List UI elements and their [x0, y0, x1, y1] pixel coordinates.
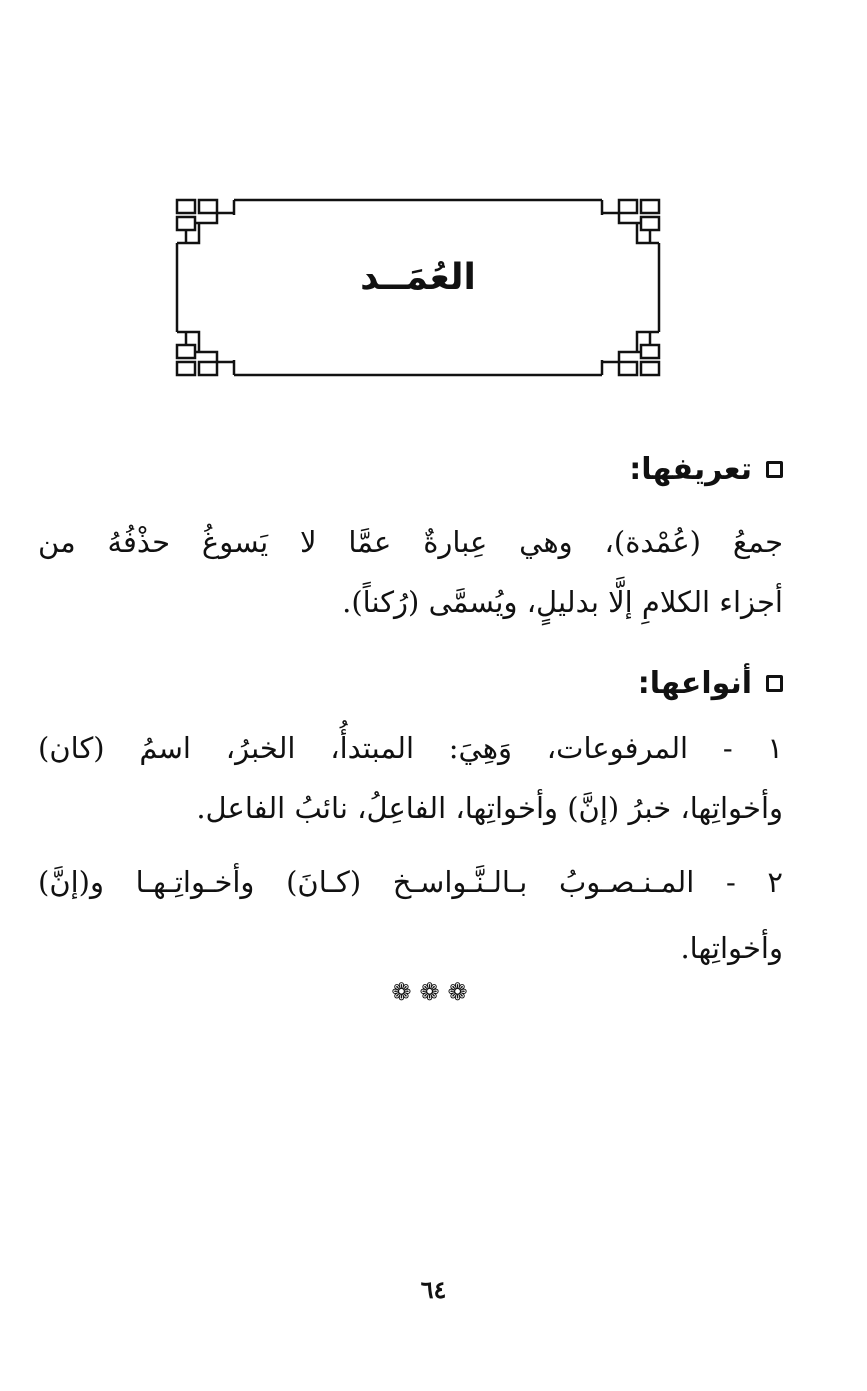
section-heading-definition: [629, 452, 783, 487]
definition-paragraph: [38, 512, 783, 632]
title-frame: [172, 195, 664, 380]
paragraph-line: وأخواتِها، خبرُ (إنَّ) وأخواتِها، الفاعِلُ، نائبُ الفاعل.: [196, 791, 783, 825]
section-heading-types: [638, 666, 783, 701]
paragraph-line: وأخواتِها.: [680, 931, 783, 965]
section-heading-label: تعريفها:: [629, 452, 752, 487]
page-number: ٦٤: [420, 1275, 447, 1304]
paragraph-line: أجزاء الكلامِ إلَّا بدليلٍ، ويُسمَّى (رُكناً).: [342, 585, 783, 619]
section-heading-label: أنواعها:: [637, 666, 752, 701]
page-title: العُمَــد: [360, 257, 476, 298]
paragraph-line: ٢ - المـنـصـوبُ بـالـنَّـواسـخ (كـانَ) وأخـواتِـهـا و(إنَّ): [38, 865, 783, 899]
paragraph-line: جمعُ (عُمْدة)، وهي عِبارةٌ عمَّا لا يَسوغُ حذْفُهُ من: [38, 525, 783, 559]
section-divider-ornament: ❁❁❁: [391, 978, 476, 1006]
list-item: [38, 718, 783, 838]
paragraph-line: ١ - المرفوعات، وَهِيَ: المبتدأُ، الخبرُ، اسمُ (كان): [38, 731, 783, 765]
square-bullet-icon: [766, 461, 783, 478]
square-bullet-icon: [766, 675, 783, 692]
list-item: [38, 852, 783, 978]
